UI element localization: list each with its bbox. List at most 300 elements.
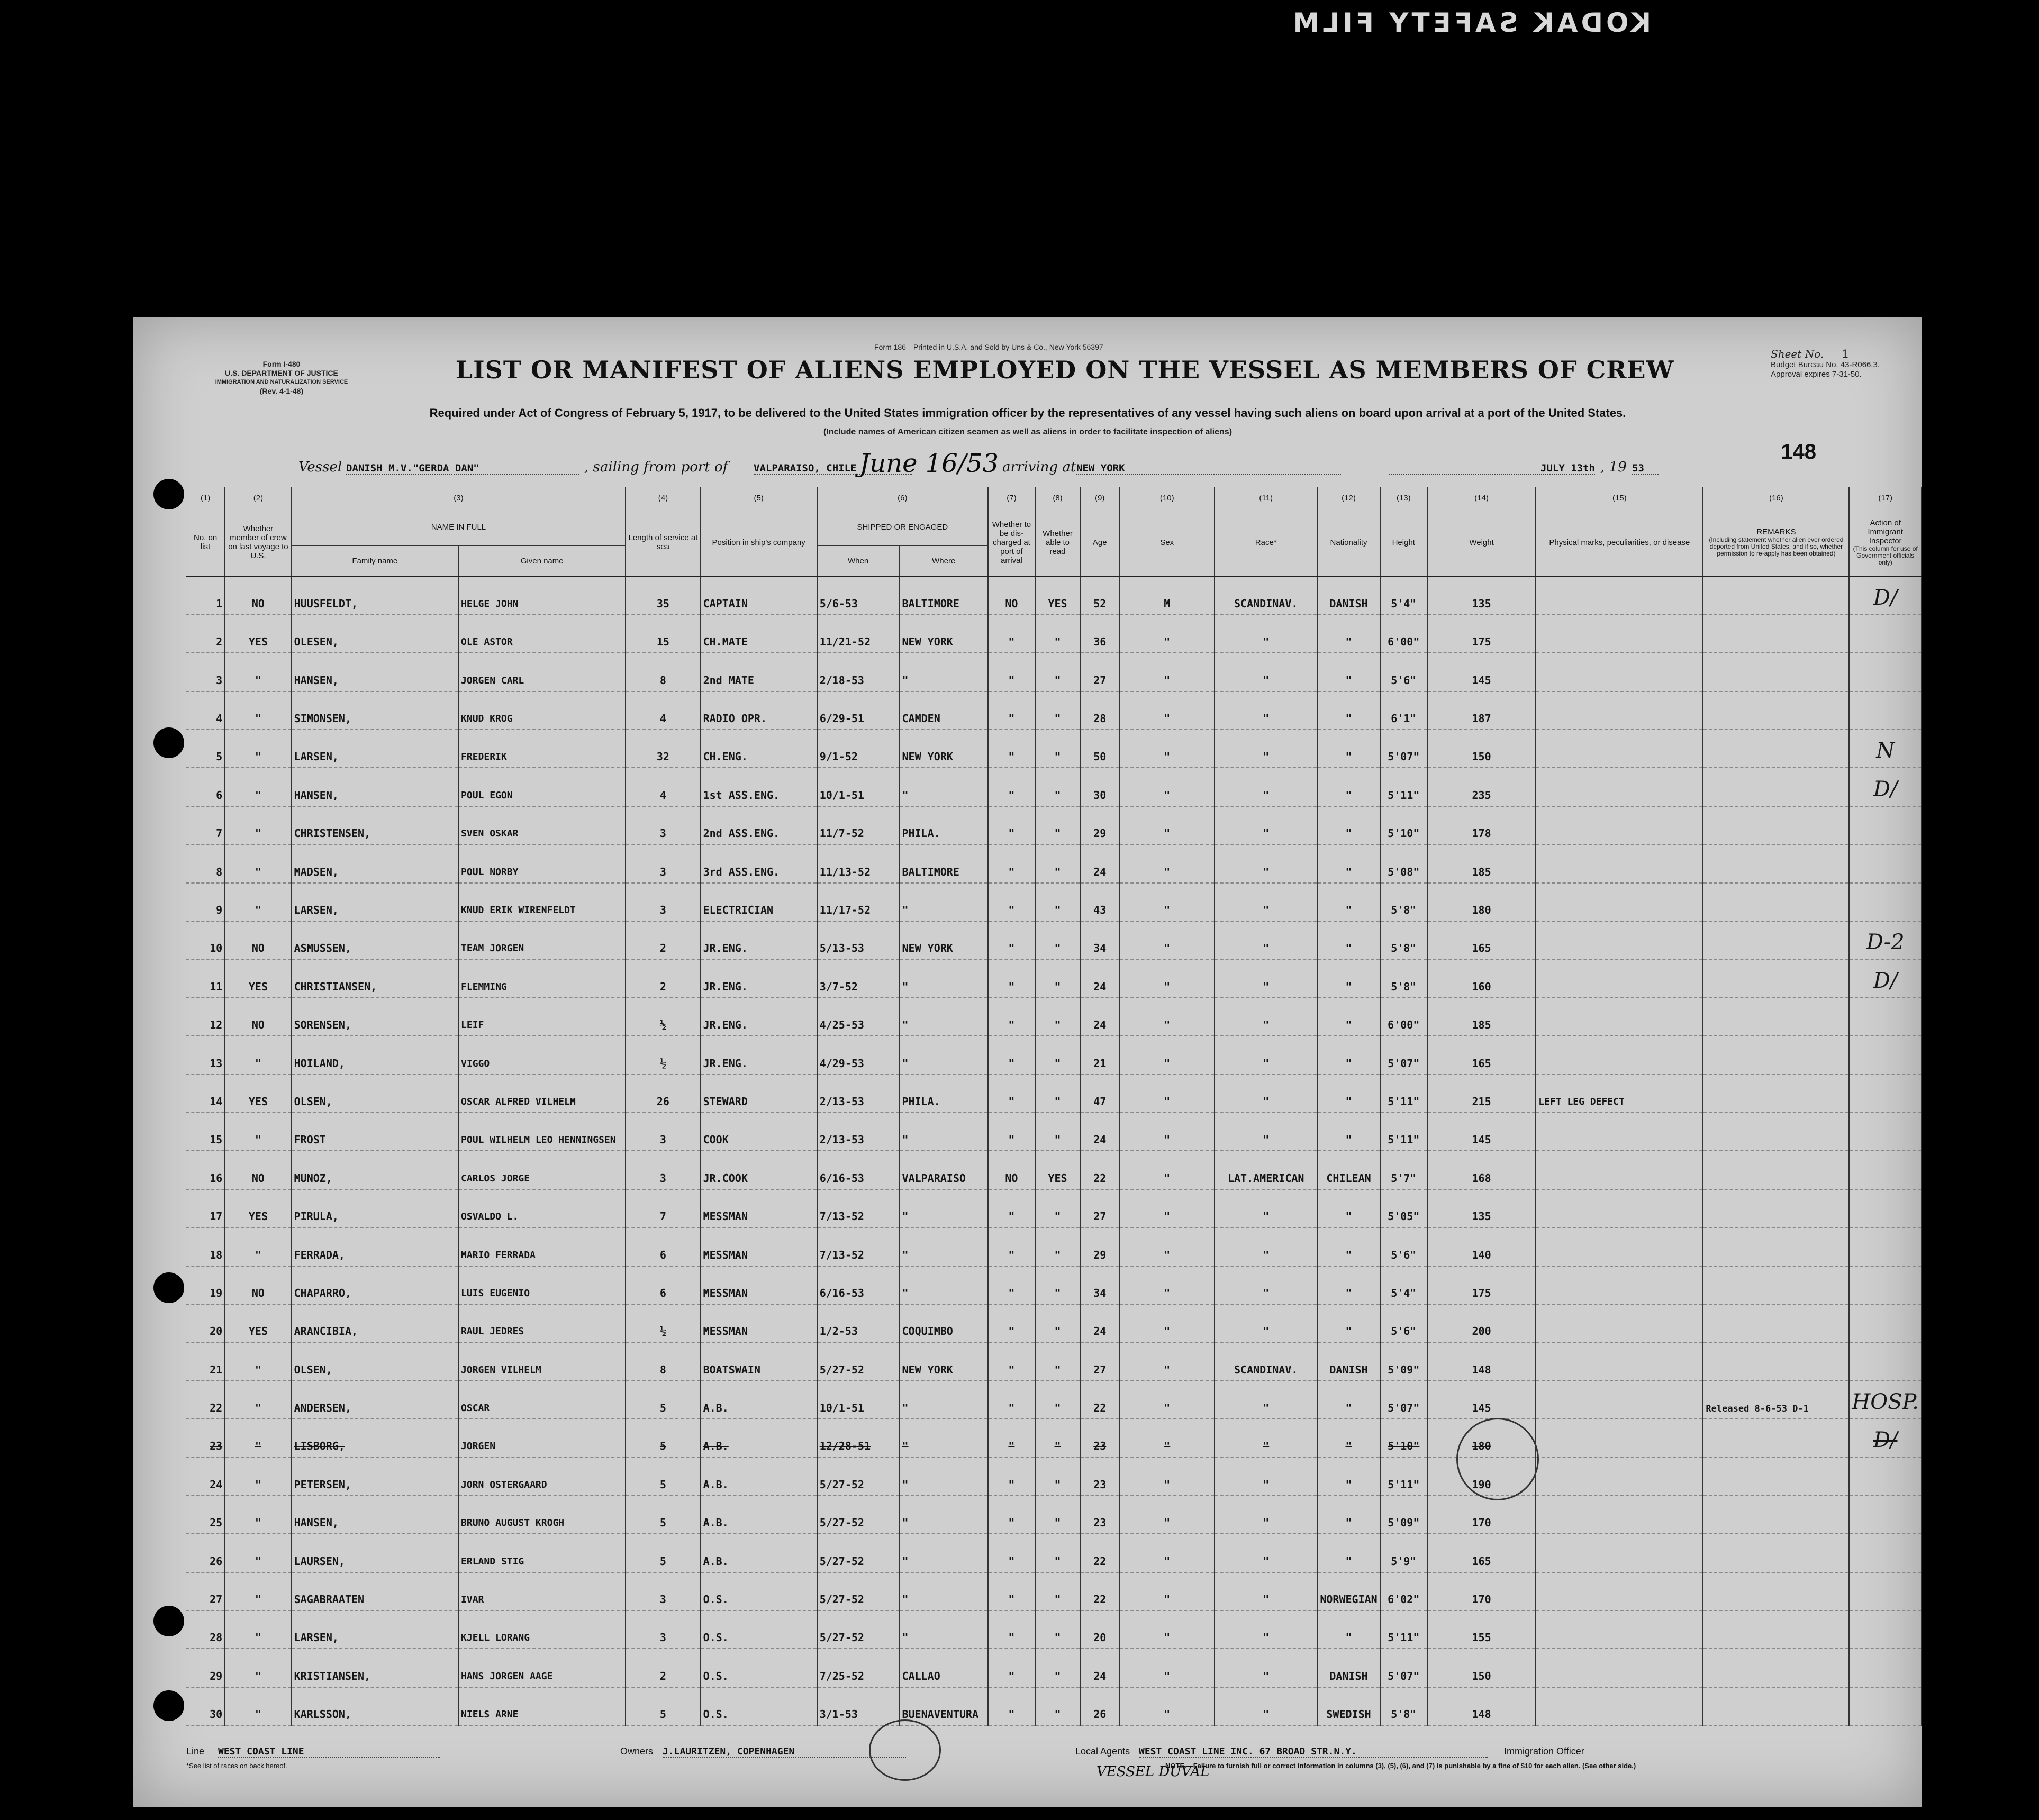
cell-family: ASMUSSEN, [292,921,458,959]
cell-action: D-2 [1849,921,1922,959]
cell-read: " [1035,1113,1080,1151]
cell-nationality: " [1317,730,1380,768]
cell-service: 2 [626,921,700,959]
table-row [186,1151,1922,1189]
sheet-info [1771,349,1880,379]
cell-nationality: NORWEGIAN [1317,1572,1380,1610]
cell-no: 6 [186,768,225,806]
cell-remarks [1703,1496,1849,1534]
include-note: (Include names of American citizen seamen as well as aliens in order to facilitate inspection of aliens) [823,427,1233,436]
cell-position: 3rd ASS.ENG. [701,844,817,882]
cell-no: 24 [186,1457,225,1495]
cell-where: NEW YORK [900,730,988,768]
table-row [186,998,1922,1036]
cell-no: 9 [186,883,225,921]
cell-prev: " [225,1572,291,1610]
cell-action: D/ [1849,577,1922,615]
form-number: Form I-480 [262,360,301,368]
cell-no: 2 [186,615,225,653]
cell-family: FERRADA, [292,1227,458,1266]
required-statement: Required under Act of Congress of February 5, 1917, to be delivered to the United States immigration officer by the representatives of any vessel having such aliens on board upon arrival at a port of the United States. [429,406,1626,420]
cell-service: 8 [626,653,700,691]
sheet-label: Sheet No. [1771,348,1824,360]
cell-family: MUNOZ, [292,1151,458,1189]
arriving-label: arriving at [1002,459,1076,475]
cell-height: 5'07" [1380,1381,1427,1419]
cell-action [1849,1496,1922,1534]
cell-nationality: " [1317,615,1380,653]
cell-race: " [1215,1036,1317,1074]
cell-height: 5'11" [1380,1113,1427,1151]
header-discharged: Whether to be dis-charged at port of arrival [988,509,1035,577]
cell-prev: " [225,1036,291,1074]
cell-race: " [1215,921,1317,959]
cell-position: STEWARD [701,1075,817,1113]
table-row [186,1304,1922,1342]
cell-service: ½ [626,1036,700,1074]
cell-race: " [1215,1649,1317,1687]
cell-read: " [1035,1419,1080,1457]
col-num-14: (14) [1427,487,1536,509]
fine-note: NOTE.—Failure to furnish full or correct information in columns (3), (5), (6), and (7) is punishable by a fine of $10 for each alien. (See other side.) [1165,1762,1636,1770]
cell-position: O.S. [701,1649,817,1687]
cell-position: JR.ENG. [701,921,817,959]
cell-action: D/ [1849,768,1922,806]
cell-weight: 190 [1427,1457,1536,1495]
cell-nationality: " [1317,1036,1380,1074]
cell-prev: NO [225,1151,291,1189]
binder-hole [153,1606,184,1636]
cell-action [1849,998,1922,1036]
cell-remarks [1703,730,1849,768]
cell-height: 5'11" [1380,768,1427,806]
cell-where: CALLAO [900,1649,988,1687]
cell-remarks [1703,1075,1849,1113]
cell-no: 15 [186,1113,225,1151]
cell-weight: 148 [1427,1687,1536,1725]
cell-weight: 145 [1427,653,1536,691]
cell-action [1849,1151,1922,1189]
cell-position: JR.COOK [701,1151,817,1189]
cell-sex: " [1119,1534,1215,1572]
port-stamp [1456,1418,1539,1500]
page-title: LIST OR MANIFEST OF ALIENS EMPLOYED ON THE VESSEL AS MEMBERS OF CREW [455,356,1674,384]
cell-sex: " [1119,1266,1215,1304]
col-num-3: (3) [292,487,626,509]
cell-marks [1536,1381,1703,1419]
cell-when: 5/27-52 [817,1572,900,1610]
cell-race: SCANDINAV. [1215,1342,1317,1380]
header-height: Height [1380,509,1427,577]
cell-race: " [1215,844,1317,882]
col-num-15: (15) [1536,487,1703,509]
cell-no: 20 [186,1304,225,1342]
cell-discharged: " [988,1649,1035,1687]
cell-action [1849,883,1922,921]
header-row [186,509,1922,545]
cell-where: " [900,1457,988,1495]
cell-no: 27 [186,1572,225,1610]
cell-race: " [1215,1304,1317,1342]
cell-discharged: " [988,691,1035,730]
cell-age: 23 [1080,1457,1119,1495]
cell-weight: 170 [1427,1572,1536,1610]
cell-when: 2/18-53 [817,653,900,691]
cell-no: 21 [186,1342,225,1380]
cell-family: LARSEN, [292,1610,458,1649]
cell-nationality: DANISH [1317,1649,1380,1687]
cell-when: 10/1-51 [817,1381,900,1419]
cell-weight: 235 [1427,768,1536,806]
cell-read: " [1035,1189,1080,1227]
header-remarks-cell [1703,509,1849,577]
cell-position: 2nd ASS.ENG. [701,806,817,844]
cell-race: " [1215,1075,1317,1113]
cell-family: CHRISTENSEN, [292,806,458,844]
cell-remarks [1703,998,1849,1036]
cell-race: " [1215,1572,1317,1610]
cell-position: JR.ENG. [701,959,817,997]
cell-weight: 148 [1427,1342,1536,1380]
cell-prev: YES [225,615,291,653]
cell-weight: 165 [1427,1534,1536,1572]
cell-service: 5 [626,1496,700,1534]
cell-weight: 185 [1427,844,1536,882]
cell-where: " [900,768,988,806]
cell-sex: " [1119,1113,1215,1151]
owners-label: Owners [620,1746,654,1757]
header-given-name: Given name [458,545,626,577]
cell-age: 24 [1080,959,1119,997]
cell-position: 1st ASS.ENG. [701,768,817,806]
cell-where: BUENAVENTURA [900,1687,988,1725]
cell-prev: " [225,1381,291,1419]
cell-sex: " [1119,806,1215,844]
cell-when: 11/17-52 [817,883,900,921]
cell-read: " [1035,768,1080,806]
cell-remarks [1703,1189,1849,1227]
cell-marks [1536,1649,1703,1687]
cell-age: 52 [1080,577,1119,615]
cell-family: LISBORG, [292,1419,458,1457]
cell-action [1849,615,1922,653]
cell-when: 5/27-52 [817,1610,900,1649]
cell-weight: 175 [1427,615,1536,653]
binder-hole [153,727,184,758]
cell-service: 5 [626,1457,700,1495]
cell-action: D/ [1849,1419,1922,1457]
cell-given: ERLAND STIG [458,1534,626,1572]
cell-weight: 165 [1427,1036,1536,1074]
cell-weight: 165 [1427,921,1536,959]
cell-given: OSCAR [458,1381,626,1419]
cell-discharged: " [988,1457,1035,1495]
cell-no: 17 [186,1189,225,1227]
cell-family: SIMONSEN, [292,691,458,730]
cell-position: A.B. [701,1496,817,1534]
cell-given: TEAM JORGEN [458,921,626,959]
cell-height: 5'11" [1380,1457,1427,1495]
cell-action [1849,1342,1922,1380]
cell-discharged: " [988,844,1035,882]
cell-nationality: " [1317,653,1380,691]
cell-sex: " [1119,1151,1215,1189]
cell-sex: " [1119,844,1215,882]
cell-remarks [1703,1649,1849,1687]
cell-given: SVEN OSKAR [458,806,626,844]
cell-nationality: " [1317,1075,1380,1113]
cell-family: LARSEN, [292,730,458,768]
cell-remarks [1703,1036,1849,1074]
line-label: Line [186,1746,205,1757]
cell-position: MESSMAN [701,1304,817,1342]
cell-sex: " [1119,921,1215,959]
cell-prev: " [225,1534,291,1572]
cell-height: 6'00" [1380,998,1427,1036]
cell-age: 29 [1080,806,1119,844]
cell-discharged: " [988,1075,1035,1113]
cell-action [1849,1075,1922,1113]
cell-age: 22 [1080,1572,1119,1610]
cell-nationality: " [1317,1381,1380,1419]
header-remarks: REMARKS [1756,527,1796,536]
cell-prev: " [225,1227,291,1266]
col-num-4: (4) [626,487,700,509]
cell-given: LUIS EUGENIO [458,1266,626,1304]
cell-discharged: " [988,998,1035,1036]
cell-remarks [1703,1266,1849,1304]
cell-position: 2nd MATE [701,653,817,691]
cell-read: YES [1035,1151,1080,1189]
cell-when: 4/29-53 [817,1036,900,1074]
cell-height: 5'6" [1380,1227,1427,1266]
cell-weight: 135 [1427,577,1536,615]
voyage-line [298,449,1780,478]
cell-marks [1536,921,1703,959]
col-num-16: (16) [1703,487,1849,509]
cell-read: " [1035,1075,1080,1113]
cell-marks [1536,653,1703,691]
cell-marks [1536,1457,1703,1495]
cell-action [1849,1189,1922,1227]
cell-nationality: " [1317,768,1380,806]
col-num-8: (8) [1035,487,1080,509]
cell-family: HANSEN, [292,768,458,806]
cell-when: 7/13-52 [817,1227,900,1266]
cell-no: 19 [186,1266,225,1304]
vessel-name: DANISH M.V."GERDA DAN" [346,462,579,475]
cell-remarks: Released 8-6-53 D-1 [1703,1381,1849,1419]
owners-name: J.LAURITZEN, COPENHAGEN [663,1746,906,1758]
cell-remarks [1703,1227,1849,1266]
cell-height: 5'09" [1380,1496,1427,1534]
cell-position: A.B. [701,1419,817,1457]
cell-read: " [1035,959,1080,997]
cell-when: 6/16-53 [817,1266,900,1304]
cell-no: 22 [186,1381,225,1419]
cell-remarks [1703,1113,1849,1151]
cell-read: " [1035,883,1080,921]
cell-discharged: " [988,959,1035,997]
cell-given: LEIF [458,998,626,1036]
header-remarks-note: (Including statement whether alien ever ordered deported from United States, and if so, whether permission to re-apply has been obtained) [1709,536,1844,557]
cell-prev: YES [225,1075,291,1113]
table-row [186,653,1922,691]
cell-no: 18 [186,1227,225,1266]
cell-no: 14 [186,1075,225,1113]
cell-position: RADIO OPR. [701,691,817,730]
cell-service: 35 [626,577,700,615]
header-action-note: (This column for use of Government officials only) [1853,545,1918,566]
cell-height: 5'11" [1380,1075,1427,1113]
cell-action [1849,653,1922,691]
table-row [186,921,1922,959]
cell-service: 26 [626,1075,700,1113]
cell-no: 10 [186,921,225,959]
page-number: 148 [1781,440,1816,463]
cell-race: " [1215,1534,1317,1572]
cell-marks [1536,1227,1703,1266]
cell-service: 6 [626,1266,700,1304]
cell-race: LAT.AMERICAN [1215,1151,1317,1189]
cell-action: HOSP. [1849,1381,1922,1419]
cell-race: " [1215,730,1317,768]
cell-race: " [1215,1419,1317,1457]
cell-read: " [1035,844,1080,882]
cell-service: 5 [626,1419,700,1457]
cell-when: 11/21-52 [817,615,900,653]
cell-given: POUL WILHELM LEO HENNINGSEN [458,1113,626,1151]
cell-given: JORGEN VILHELM [458,1342,626,1380]
cell-family: HANSEN, [292,653,458,691]
cell-weight: 145 [1427,1113,1536,1151]
cell-nationality: " [1317,1266,1380,1304]
sailing-label: , sailing from port of [584,459,728,475]
cell-position: BOATSWAIN [701,1342,817,1380]
col-num-10: (10) [1119,487,1215,509]
cell-position: O.S. [701,1687,817,1725]
department: U.S. DEPARTMENT OF JUSTICE [225,369,338,377]
cell-position: ELECTRICIAN [701,883,817,921]
cell-read: " [1035,653,1080,691]
cell-read: " [1035,1496,1080,1534]
cell-prev: NO [225,998,291,1036]
cell-service: 3 [626,844,700,882]
header-sex: Sex [1119,509,1215,577]
cell-service: 5 [626,1534,700,1572]
cell-marks [1536,1534,1703,1572]
cell-nationality: " [1317,1304,1380,1342]
races-note: *See list of races on back hereof. [186,1762,287,1770]
cell-height: 5'7" [1380,1151,1427,1189]
cell-marks [1536,1304,1703,1342]
cell-when: 5/6-53 [817,577,900,615]
cell-position: MESSMAN [701,1266,817,1304]
cell-prev: " [225,1687,291,1725]
cell-discharged: " [988,1687,1035,1725]
cell-prev: NO [225,921,291,959]
cell-nationality: " [1317,998,1380,1036]
departure-port: VALPARAISO, CHILE [754,462,912,475]
cell-family: PETERSEN, [292,1457,458,1495]
form-identification [176,360,387,396]
cell-discharged: " [988,1304,1035,1342]
cell-height: 6'1" [1380,691,1427,730]
cell-discharged: " [988,768,1035,806]
cell-age: 24 [1080,1113,1119,1151]
table-row [186,768,1922,806]
cell-where: " [900,998,988,1036]
cell-given: JORGEN [458,1419,626,1457]
cell-age: 47 [1080,1075,1119,1113]
column-number-row [186,487,1922,509]
cell-when: 5/27-52 [817,1496,900,1534]
cell-weight: 175 [1427,1266,1536,1304]
cell-where: " [900,1266,988,1304]
cell-family: PIRULA, [292,1189,458,1227]
cell-marks [1536,883,1703,921]
binder-hole [153,1690,184,1721]
table-row [186,1227,1922,1266]
cell-position: JR.ENG. [701,998,817,1036]
cell-discharged: " [988,921,1035,959]
table-row [186,1075,1922,1113]
cell-height: 5'9" [1380,1534,1427,1572]
cell-when: 6/29-51 [817,691,900,730]
cell-action [1849,1649,1922,1687]
cell-race: " [1215,691,1317,730]
budget-bureau: Budget Bureau No. 43-R066.3. [1771,360,1880,369]
cell-when: 7/25-52 [817,1649,900,1687]
cell-sex: " [1119,1189,1215,1227]
cell-nationality: " [1317,1113,1380,1151]
cell-marks [1536,1687,1703,1725]
cell-nationality: " [1317,1419,1380,1457]
cell-no: 4 [186,691,225,730]
cell-remarks [1703,959,1849,997]
cell-read: " [1035,1227,1080,1266]
cell-height: 5'09" [1380,1342,1427,1380]
revision: (Rev. 4-1-48) [259,387,304,395]
cell-service: 8 [626,1342,700,1380]
cell-marks [1536,1189,1703,1227]
cell-position: COOK [701,1113,817,1151]
cell-race: " [1215,1113,1317,1151]
cell-where: PHILA. [900,806,988,844]
cell-height: 5'10" [1380,806,1427,844]
cell-remarks [1703,1534,1849,1572]
cell-given: OSCAR ALFRED VILHELM [458,1075,626,1113]
cell-marks [1536,615,1703,653]
cell-remarks [1703,806,1849,844]
table-row [186,691,1922,730]
table-row [186,615,1922,653]
cell-position: MESSMAN [701,1189,817,1227]
cell-race: SCANDINAV. [1215,577,1317,615]
manifest-footer [186,1746,1880,1778]
cell-marks [1536,806,1703,844]
cell-sex: M [1119,577,1215,615]
cell-where: " [900,1419,988,1457]
cell-action [1849,1610,1922,1649]
cell-given: JORGEN CARL [458,653,626,691]
cell-given: POUL EGON [458,768,626,806]
cell-family: OLSEN, [292,1342,458,1380]
film-edge-print [296,7,1651,38]
cell-nationality: CHILEAN [1317,1151,1380,1189]
cell-read: " [1035,1381,1080,1419]
cell-when: 6/16-53 [817,1151,900,1189]
